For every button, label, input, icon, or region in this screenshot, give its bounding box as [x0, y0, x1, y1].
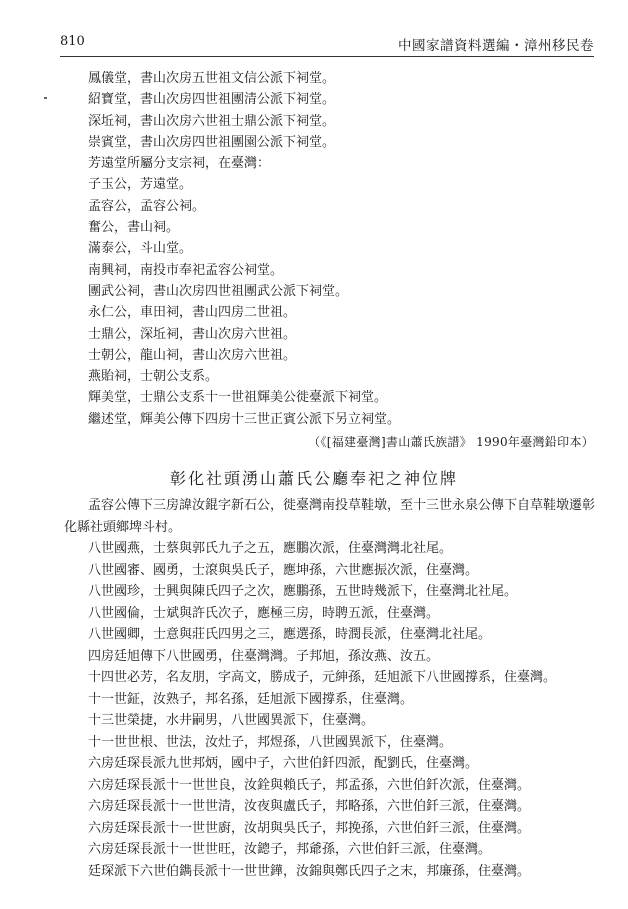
- list-item: 鳳儀堂，書山次房五世祖文信公派下祠堂。: [88, 71, 336, 86]
- list-item: 十三世榮捷，水井嗣男，八世國異派下，住臺灣。: [88, 713, 375, 728]
- list-item: 士朝公，龍山祠，書山次房六世祖。: [88, 347, 297, 363]
- list-item: 六房廷琛長派十一世世廚，汝胡與吳氏子，邦挽孫，六世伯釺三派，住臺灣。: [88, 820, 531, 836]
- scan-mark: [44, 97, 47, 99]
- section1-list: [88, 68, 588, 430]
- list-item: 紹寶堂，書山次房四世祖團清公派下祠堂。: [88, 92, 336, 108]
- list-item: 深坵祠，書山次房六世祖士鼎公派下祠堂。: [88, 113, 336, 129]
- source-citation: （《[福建臺灣]書山蕭氏族譜》 1990年臺灣鉛印本）: [308, 435, 594, 449]
- list-item: 崇賓堂，書山次房四世祖團園公派下祠堂。: [88, 134, 336, 150]
- list-item: 八世國倫，士斌與許氏次子，應極三房，時聘五派，住臺灣。: [88, 605, 440, 621]
- list-item: 士鼎公，深坵祠，書山次房六世祖。: [88, 326, 297, 342]
- list-item: 十四世必芳，名友朋，字高文，勝成子，元紳孫，廷旭派下八世國撐系，住臺灣。: [88, 670, 557, 685]
- list-item: 四房廷旭傳下八世國勇，住臺灣灣。子邦旭，孫汝燕、汝五。: [88, 648, 440, 664]
- list-item: 燕貽祠，士朝公支系。: [88, 369, 219, 385]
- section2-body: [64, 495, 594, 882]
- list-item: 滿泰公，斗山堂。: [88, 241, 193, 257]
- list-item: 南興祠，南投市奉祀孟容公祠堂。: [88, 262, 284, 278]
- list-item: 八世國卿，士意與莊氏四男之三，應選孫，時潤長派，住臺灣北社尾。: [88, 627, 492, 642]
- page-header: [60, 32, 594, 54]
- list-item: 六房廷琛長派十一世世良，汝銓與賴氏子，邦孟孫，六世伯釺次派，住臺灣。: [88, 777, 531, 793]
- list-item: 團武公祠，書山次房四世祖團武公派下祠堂。: [88, 283, 349, 299]
- list-item: 六房廷琛長派九世邦炳，國中子，六世伯釺四派，配劉氏，住臺灣。: [88, 756, 479, 771]
- list-item: 八世國燕，士蔡與郭氏九子之五，應鵬次派，住臺灣灣北社尾。: [88, 541, 453, 556]
- list-item: 輝美堂，士鼎公支系十一世祖輝美公徙臺派下祠堂。: [88, 390, 388, 406]
- list-item: 芳遠堂所屬分支宗祠，在臺灣：: [88, 156, 271, 172]
- list-item: 十一世世根、世法，汝灶子，邦煜孫，八世國異派下，住臺灣。: [88, 734, 453, 750]
- book-title: 中國家譜資料選編・漳州移民卷: [398, 38, 594, 54]
- section-heading: 彰化社頭湧山蕭氏公廳奉祀之神位牌: [169, 469, 458, 488]
- list-item: 十一世鉦，汝熟子，邦名孫，廷旭派下國撐系，住臺灣。: [88, 691, 414, 707]
- list-item: 永仁公，車田祠，書山四房二世祖。: [88, 305, 297, 321]
- list-item: 奮公，書山祠。: [88, 220, 180, 236]
- list-item: 子玉公，芳遠堂。: [88, 177, 193, 193]
- list-item: 八世國審、國勇，士滾與吳氏子，應坤孫，六世應振次派，住臺灣。: [88, 562, 479, 578]
- page-number: 810: [60, 34, 85, 49]
- header-rule: [60, 56, 594, 57]
- list-item: 繼述堂，輝美公傳下四房十三世正賓公派下另立祠堂。: [88, 411, 401, 427]
- list-item: 孟容公，孟容公祠。: [88, 198, 206, 214]
- intro-paragraph-line: 孟容公傳下三房諱汝錕字新石公，徙臺灣南投草鞋墩，至十三世永泉公傳下自草鞋墩遷彰: [88, 498, 596, 513]
- list-item: 廷琛派下六世伯鐫長派十一世世鏵，汝錦與鄭氏四子之末，邦廉孫，住臺灣。: [88, 863, 531, 879]
- list-item: 六房廷琛長派十一世世旺，汝鏓子，邦爺孫，六世伯釺三派，住臺灣。: [88, 842, 492, 857]
- list-item: 八世國珍，士興與陳氏四子之次，應鵬孫，五世時幾派下，住臺灣北社尾。: [88, 584, 518, 599]
- list-item: 六房廷琛長派十一世世清，汝夜與盧氏子，邦略孫，六世伯釺三派，住臺灣。: [88, 799, 531, 814]
- intro-paragraph-line: 化縣社頭鄉埤斗村。: [64, 519, 182, 535]
